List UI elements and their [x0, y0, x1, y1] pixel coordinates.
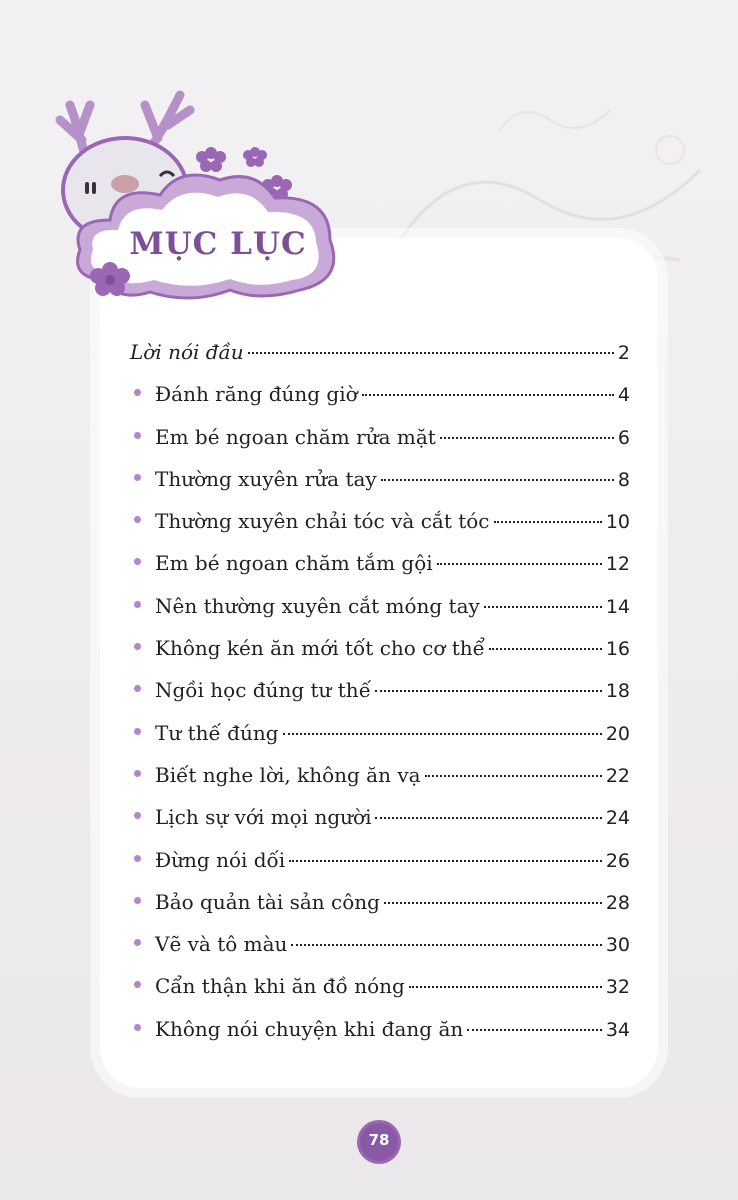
bullet-icon	[134, 855, 141, 862]
toc-entry-page: 2	[617, 342, 630, 364]
page-number: 78	[368, 1131, 390, 1149]
toc-entry-label: Em bé ngoan chăm tắm gội	[155, 551, 433, 576]
toc-entry-page: 30	[605, 934, 630, 957]
bullet-icon	[134, 770, 141, 777]
bullet-icon	[134, 981, 141, 988]
bullet-icon	[134, 601, 141, 608]
toc-entry-label: Nên thường xuyên cắt móng tay	[155, 593, 480, 618]
deer-cloud-illustration	[30, 80, 360, 320]
toc-entry	[130, 509, 630, 551]
dot-leader	[375, 817, 601, 819]
toc-entry-page: 20	[605, 722, 630, 745]
toc-entry-label: Vẽ và tô màu	[155, 932, 288, 957]
bullet-icon	[134, 728, 141, 735]
bullet-icon	[134, 685, 141, 692]
toc-entry-label: Lịch sự với mọi người	[155, 805, 372, 830]
dot-leader	[467, 1029, 602, 1031]
toc-entry-label: Tư thế đúng	[155, 720, 279, 745]
toc-entry-label: Thường xuyên chải tóc và cắt tóc	[155, 509, 490, 534]
toc-entry-label: Đánh răng đúng giờ	[155, 382, 358, 407]
toc-entry-page: 8	[617, 468, 630, 491]
table-of-contents	[130, 340, 630, 1059]
dot-leader	[248, 352, 614, 354]
toc-entry-label: Biết nghe lời, không ăn vạ	[155, 762, 421, 787]
toc-entry-label: Cẩn thận khi ăn đồ nóng	[155, 974, 405, 999]
dot-leader	[289, 860, 602, 862]
toc-entry	[130, 551, 630, 593]
toc-entry-page: 18	[605, 680, 630, 703]
toc-entry-page: 4	[617, 384, 630, 407]
toc-entry	[130, 848, 630, 890]
dot-leader	[291, 944, 601, 946]
toc-entry-label: Ngồi học đúng tư thế	[155, 678, 371, 703]
toc-entry-label: Thường xuyên rửa tay	[155, 466, 377, 491]
dot-leader	[384, 902, 602, 904]
bullet-icon	[134, 516, 141, 523]
toc-entry-page: 28	[605, 891, 630, 914]
bullet-icon	[134, 939, 141, 946]
toc-entry	[130, 974, 630, 1016]
dot-leader	[440, 437, 614, 439]
deer-nose-icon	[111, 175, 139, 193]
toc-entry-page: 14	[605, 595, 630, 618]
dot-leader	[362, 394, 614, 396]
dot-leader	[494, 521, 602, 523]
toc-entry-page: 24	[605, 807, 630, 830]
bullet-icon	[134, 474, 141, 481]
dot-leader	[484, 606, 602, 608]
bullet-icon	[134, 432, 141, 439]
toc-entry	[130, 340, 630, 382]
dot-leader	[425, 775, 602, 777]
toc-entry-page: 34	[605, 1018, 630, 1041]
toc-entry-page: 32	[605, 976, 630, 999]
toc-entry-page: 26	[605, 849, 630, 872]
toc-entry	[130, 382, 630, 424]
toc-entry	[130, 763, 630, 805]
toc-entry	[130, 890, 630, 932]
toc-entry-label: Đừng nói dối	[155, 847, 286, 872]
toc-entry	[130, 1017, 630, 1059]
toc-entry-label: Bảo quản tài sản công	[155, 889, 380, 914]
toc-entry	[130, 721, 630, 763]
page-title: MỤC LỤC	[129, 226, 307, 262]
toc-entry-label: Không kén ăn mới tốt cho cơ thể	[155, 636, 485, 661]
bullet-icon	[134, 897, 141, 904]
toc-entry-page: 10	[605, 511, 630, 534]
toc-entry	[130, 932, 630, 974]
dot-leader	[489, 648, 602, 650]
dot-leader	[409, 986, 602, 988]
toc-entry	[130, 636, 630, 678]
bullet-icon	[134, 558, 141, 565]
dot-leader	[381, 479, 614, 481]
toc-entry	[130, 805, 630, 847]
toc-entry	[130, 678, 630, 720]
dot-leader	[375, 690, 602, 692]
bullet-icon	[134, 643, 141, 650]
toc-entry-page: 6	[617, 426, 630, 449]
bullet-icon	[134, 812, 141, 819]
toc-entry-page: 16	[605, 638, 630, 661]
dot-leader	[283, 733, 602, 735]
toc-entry-label: Em bé ngoan chăm rửa mặt	[155, 424, 436, 449]
bullet-icon	[134, 389, 141, 396]
toc-entry-page: 22	[605, 764, 630, 787]
toc-entry-label: Lời nói đầu	[130, 340, 244, 364]
toc-entry	[130, 467, 630, 509]
dot-leader	[437, 563, 602, 565]
toc-entry-label: Không nói chuyện khi đang ăn	[155, 1016, 464, 1041]
toc-entry	[130, 594, 630, 636]
toc-entry	[130, 425, 630, 467]
bullet-icon	[134, 1024, 141, 1031]
toc-entry-page: 12	[605, 553, 630, 576]
